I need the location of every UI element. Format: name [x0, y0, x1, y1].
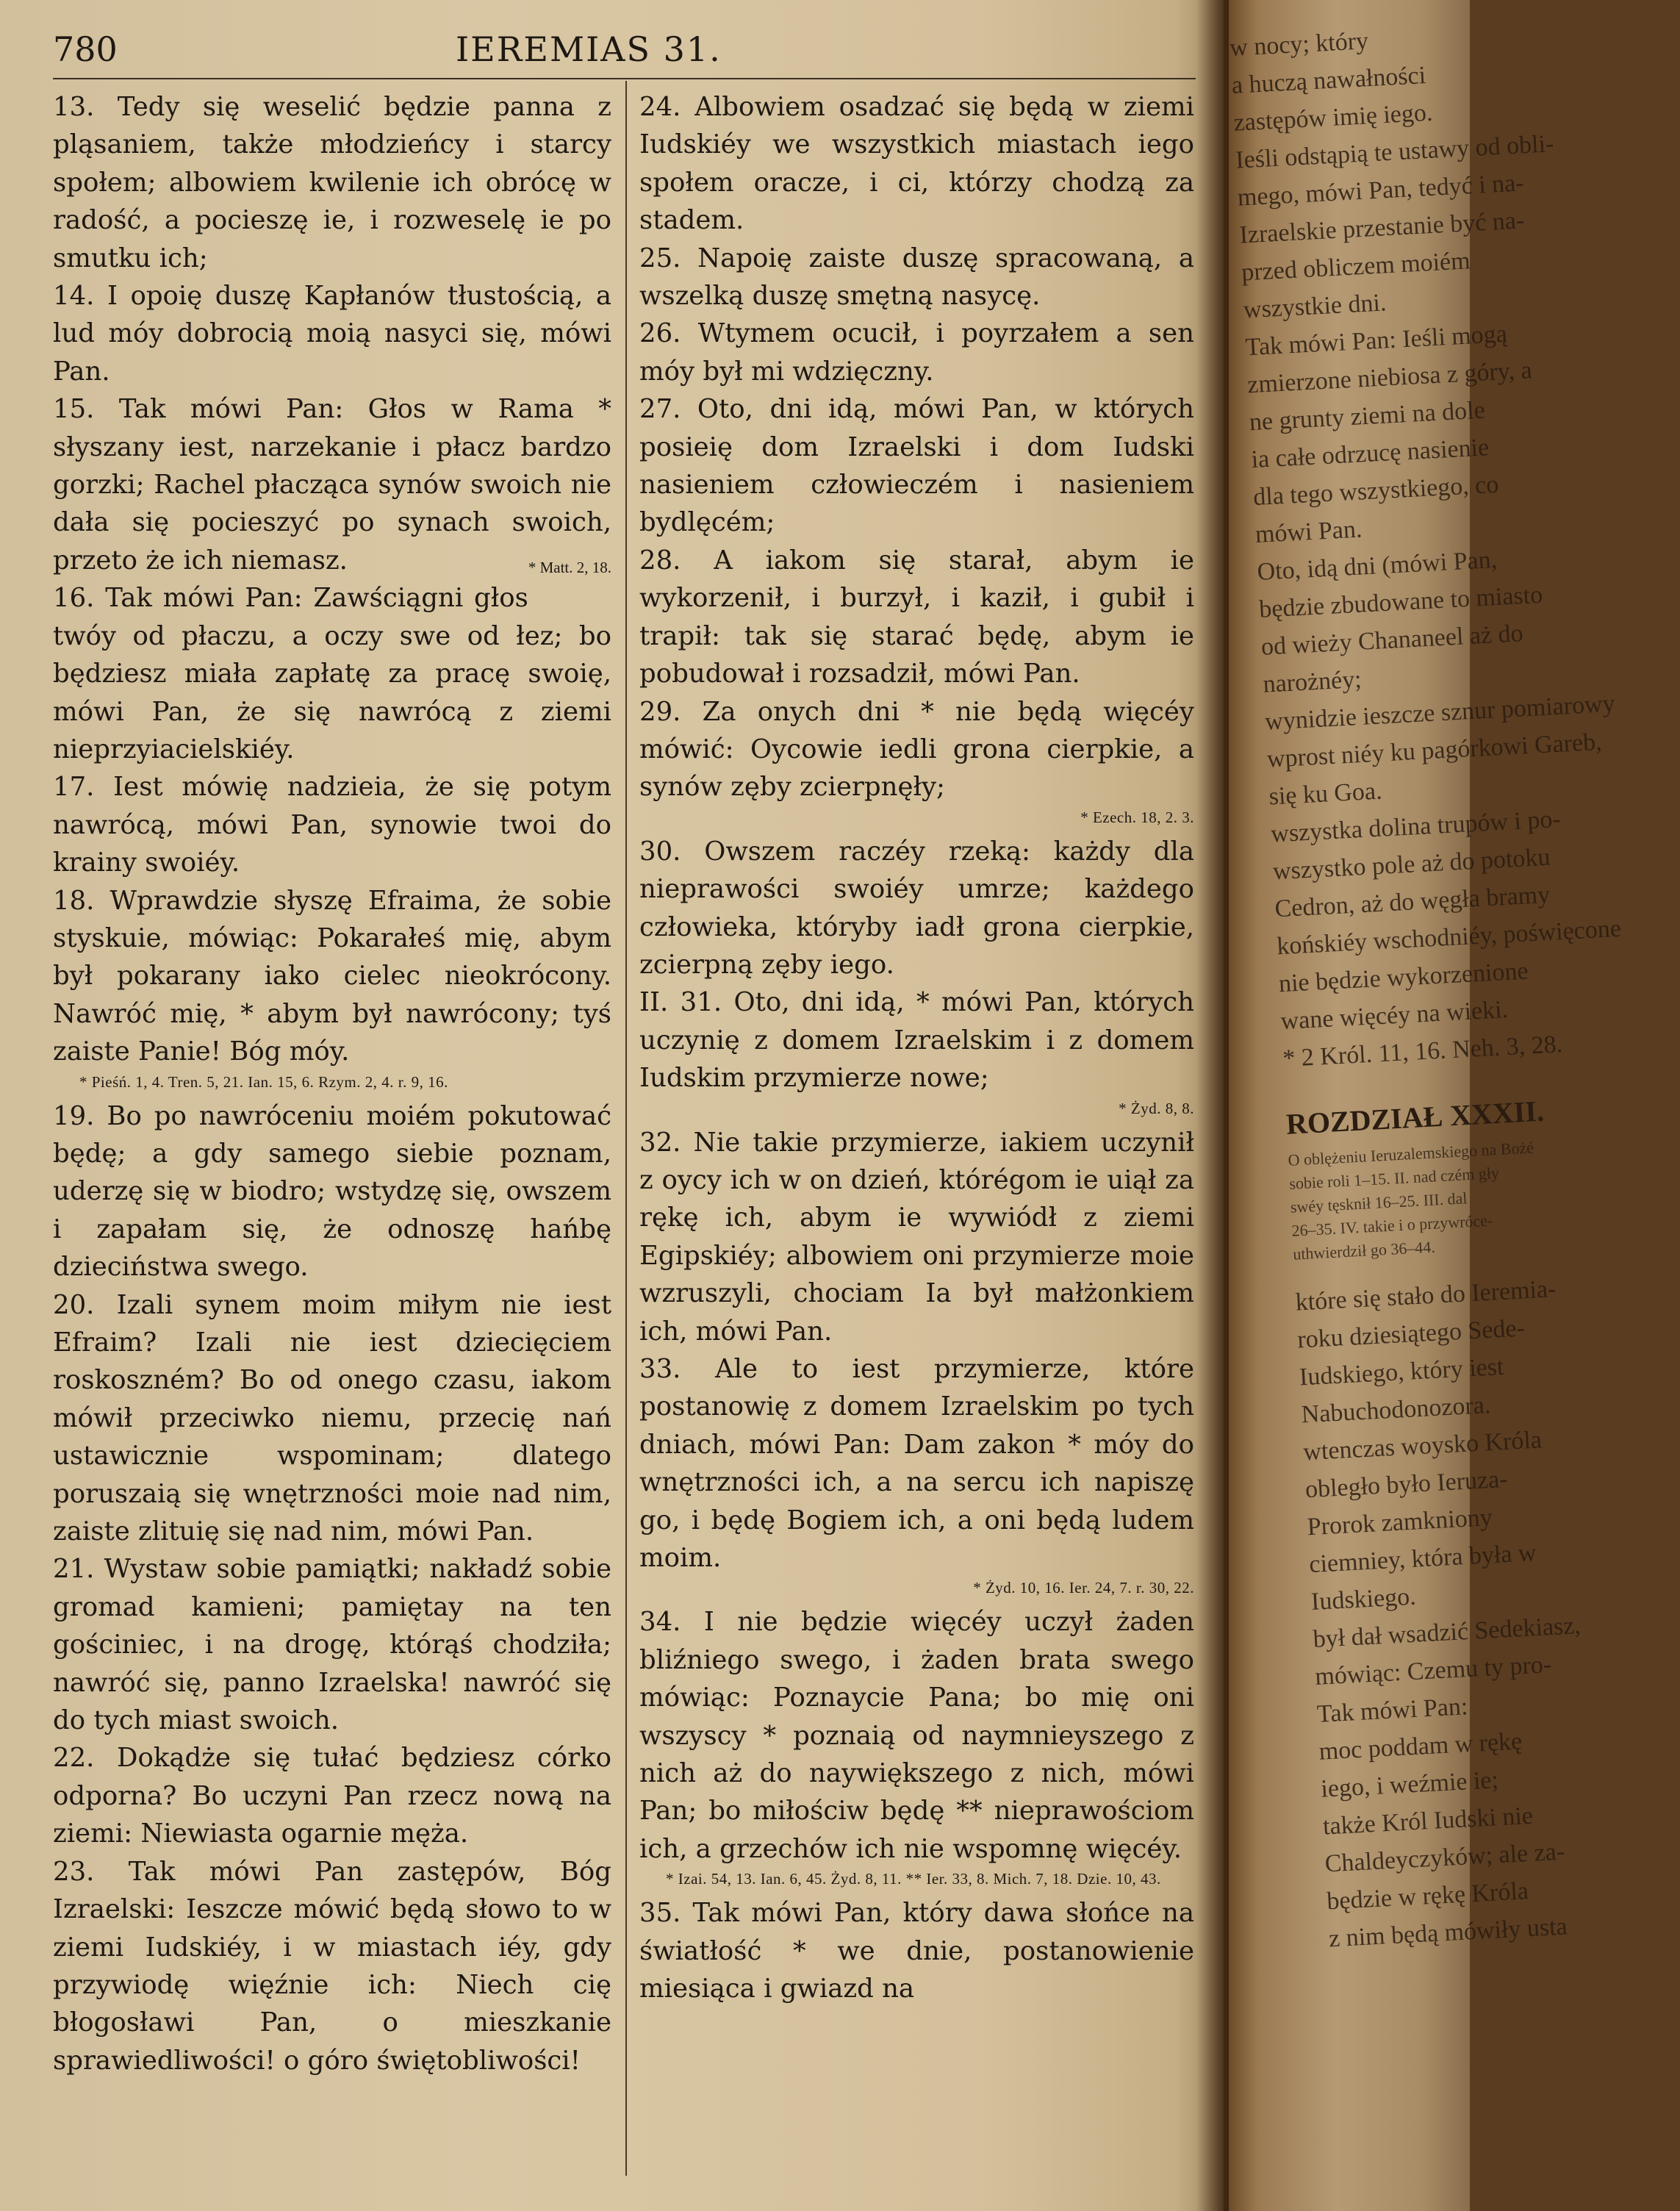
- verse-15-text: 15. Tak mówi Pan: Głos w Rama * słyszany iest, narzekanie i płacz bardzo gorzki; Rachel płacząca synów swoich nie dała się pocieszyć po synach swoich, przeto że ich niemasz.: [53, 394, 611, 576]
- facing-page-line: będzie zbudowane to miasto: [1258, 581, 1543, 623]
- left-column: [53, 88, 611, 2079]
- verse-19: 19. Bo po nawróceniu moiém pokutować będę; a gdy samego siebie poznam, uderzę się w biodro; wstydzę się, owszem i zapałam się, że odnoszę hańbę dzieciństwa swego.: [53, 1100, 611, 1283]
- facing-page-line: będzie w rękę Króla: [1326, 1877, 1529, 1916]
- chapter-summary: [1288, 1136, 1543, 1266]
- column-divider: [625, 81, 627, 2176]
- verse-15-reference: * Matt. 2, 18.: [528, 558, 611, 576]
- facing-page-line: z nim będą mówiły usta: [1328, 1913, 1568, 1953]
- facing-page-line: nie będzie wykorzenione: [1278, 957, 1529, 998]
- facing-page-line: zmierzone niebiosa z góry, a: [1246, 356, 1533, 399]
- verse-22: 22. Dokądże się tułać będziesz córko odporna? Bo uczyni Pan rzecz nową na ziemi: Niewiasta ogarnie męża.: [53, 1743, 611, 1849]
- verse-31: II. 31. Oto, dni idą, * mówi Pan, których uczynię z domem Izraelskim i z domem Iudskim przymierze nowe;: [639, 987, 1194, 1094]
- facing-page-line: Iudskiego, który iest: [1299, 1352, 1505, 1391]
- facing-page-text: [1229, 16, 1622, 1957]
- verse-35: 35. Tak mówi Pan, który dawa słońce na światłość * we dnie, postanowienie miesiąca i gwiazd na: [639, 1898, 1194, 2004]
- facing-page-line: dla tego wszystkiego, co: [1252, 470, 1500, 512]
- facing-page-line: wszystkie dni.: [1243, 289, 1388, 324]
- facing-page-line: Nabuchodonozora.: [1300, 1391, 1492, 1429]
- verse-14: 14. I opoię duszę Kapłanów tłustością, a lud móy dobrocią moią nasyci się, mówi Pan.: [53, 281, 611, 387]
- verse-30: 30. Owszem raczéy rzeką: każdy dla nieprawości swoiéy umrze; każdego człowieka, któryby iadł grona cierpkie, zcierpną zęby iego.: [639, 836, 1194, 980]
- verse-17: 17. Iest mówię nadzieia, że się potym nawrócą, mówi Pan, synowie twoi do krainy swoiéy.: [53, 772, 611, 878]
- facing-page-line: które się stało do Ieremia-: [1294, 1275, 1557, 1316]
- facing-page-line: mówiąc: Czemu ty pro-: [1314, 1651, 1552, 1691]
- facing-page-line: a huczą nawałności: [1231, 62, 1426, 99]
- verse-15: [53, 390, 611, 579]
- facing-page-line: moc poddam w rękę: [1318, 1727, 1523, 1766]
- verse-33: 33. Ale to iest przymierze, które postanowię z domem Izraelskim po tych dniach, mówi Pan: Dam zakon * móy do wnętrzności ich, a na sercu ich napiszę go, i będę Bogiem ich, a oni będą ludem moim.: [639, 1354, 1194, 1574]
- verse-18-reference: * Pieśń. 1, 4. Tren. 5, 21. Ian. 15, 6. Rzym. 2, 4. r. 9, 16.: [79, 1072, 448, 1091]
- chapter-summary-line: sobie roli 1–15. II. nad czém gły: [1288, 1163, 1500, 1193]
- facing-page-line: wszystko pole aż do potoku: [1272, 843, 1551, 886]
- facing-page-line: mówi Pan.: [1254, 515, 1363, 549]
- verse-32: 32. Nie takie przymierze, iakiem uczynił z oycy ich w on dzień, którégom ie uiął za rękę ich, abym ie wywiódł z ziemi Egipskiéy; albowiem oni przymierze moie wzruszyli, chociam Ia był małżonkiem ich, mówi Pan.: [639, 1127, 1194, 1347]
- verse-24: 24. Albowiem osadzać się będą w ziemi Iudskiéy we wszystkich miastach iego społem oracze, i ci, którzy chodzą za stadem.: [639, 92, 1194, 236]
- chapter-heading: ROZDZIAŁ XXXII.: [1285, 1094, 1545, 1141]
- chapter-summary-line: swéy tęsknił 16–25. III. dal: [1290, 1189, 1468, 1216]
- facing-page-line: zastępów imię iego.: [1232, 98, 1434, 137]
- facing-page-line: Iudskiego.: [1310, 1583, 1417, 1616]
- facing-page-line: Izraelskie przestanie być na-: [1238, 207, 1526, 249]
- facing-page-line: obległo było Ieruza-: [1304, 1465, 1509, 1504]
- verse-20: 20. Izali synem moim miłym nie iest Efraim? Izali nie iest dziecięciem roskoszném? Bo od onego czasu, iakom mówił przeciwko niemu, przecię nań ustawicznie wspominam; dlatego poruszaią się wnętrzności moie nad nim, zaiste zlituię się nad nim, mówi Pan.: [53, 1289, 611, 1547]
- verse-27: 27. Oto, dni idą, mówi Pan, w których posieię dom Izraelski i dom Iudski nasieniem człowieczém i nasieniem bydlęcém;: [639, 394, 1194, 538]
- facing-page-line: ia całe odrzucę nasienie: [1250, 434, 1490, 474]
- verse-33-reference: * Żyd. 10, 16. Ier. 24, 7. r. 30, 22.: [973, 1579, 1194, 1597]
- facing-page-line: Tak mówi Pan:: [1316, 1693, 1469, 1728]
- facing-page-line: był dał wsadzić Sedekiasz,: [1312, 1611, 1582, 1653]
- facing-page-line: iego, i weźmie ie;: [1320, 1766, 1499, 1803]
- facing-page: [1229, 0, 1622, 2211]
- verse-21: 21. Wystaw sobie pamiątki; nakładź sobie gromad kamieni; pamiętay na ten gościniec, i na drogę, którąś chodziła; nawróć się, panno Izraelska! nawróć się do tych miast swoich.: [53, 1554, 611, 1736]
- facing-page-line: przed obliczem moiém: [1241, 247, 1471, 287]
- facing-page-line: wtenczas woysko Króla: [1302, 1426, 1543, 1466]
- facing-page-line: roku dziesiątego Sede-: [1296, 1314, 1526, 1354]
- chapter-summary-line: O oblężeniu Ieruzalemskiego na Bożé: [1287, 1138, 1534, 1169]
- running-title: IEREMIAS 31.: [456, 29, 722, 69]
- verse-34-reference: * Izai. 54, 13. Ian. 6, 45. Żyd. 8, 11. ** Ier. 33, 8. Mich. 7, 18. Dzie. 10, 43.: [666, 1870, 1161, 1888]
- facing-page-line: Ieśli odstąpią te ustawy od obli-: [1235, 130, 1555, 174]
- verse-34: 34. I nie będzie więcéy uczył żaden bliźniego swego, i żaden brata swego mówiąc: Poznaycie Pana; bo mię oni wszyscy * poznaią od naymnieyszego z nich aż do naywiększego z nich, mówi Pan; bo miłościw będę ** nieprawościom ich, a grzechów ich nie wspomnę więcéy.: [639, 1607, 1194, 1864]
- facing-page-bottom-lines: [1294, 1271, 1582, 1958]
- facing-page-line: wprost niéy ku pagórkowi Gareb,: [1266, 728, 1603, 773]
- facing-page-line: Tak mówi Pan: Ieśli mogą: [1244, 320, 1508, 362]
- facing-page-line: ciemniey, która była w: [1308, 1538, 1537, 1579]
- book-gutter-shadow: [1196, 0, 1229, 2211]
- facing-page-line: wane więcéy na wieki.: [1279, 995, 1509, 1036]
- facing-page-line: od wieży Chananeel aż do: [1260, 620, 1524, 661]
- right-column: [639, 88, 1194, 2008]
- facing-page-line: wynidzie ieszcze sznur pomiarowy: [1264, 689, 1616, 736]
- facing-page-line: Prorok zamkniony: [1306, 1504, 1493, 1541]
- facing-page-line: się ku Goa.: [1268, 777, 1383, 811]
- facing-page-line: * 2 Król. 11, 16. Neh. 3, 28.: [1282, 1031, 1564, 1073]
- verse-13: 13. Tedy się weselić będzie panna z pląsaniem, także młodzieńcy i starcy społem; albowiem kwilenie ich obrócę w radość, a pocieszę ie, i rozweselę ie po smutku ich;: [53, 92, 611, 273]
- header-rule: [53, 78, 1196, 79]
- chapter-summary-line: uthwierdził go 36–44.: [1292, 1237, 1436, 1264]
- facing-page-line: ne grunty ziemi na dole: [1249, 396, 1486, 437]
- verse-26: 26. Wtymem ocucił, i poyrzałem a sen móy był mi wdzięczny.: [639, 318, 1194, 387]
- verse-31-reference: * Żyd. 8, 8.: [1119, 1099, 1194, 1117]
- verse-29: 29. Za onych dni * nie będą więcéy mówić: Oycowie iedli grona cierpkie, a synów zęby zcierpnęły;: [639, 696, 1194, 803]
- facing-page-line: końskiéy wschodniéy, poświęcone: [1276, 914, 1622, 961]
- verse-25: 25. Napoię zaiste duszę spracowaną, a wszelką duszę smętną nasycę.: [639, 243, 1194, 312]
- verse-23: 23. Tak mówi Pan zastępów, Bóg Izraelski: Ieszcze mówić będą słowo to w ziemi Iudskiéy, i w miastach iéy, gdy przywiodę więźnie ich: Niech cię błogosławi Pan, o mieszkanie sprawiedliwości! o góro świętobliwości!: [53, 1856, 611, 2076]
- facing-page-line: Chaldeyczyków; ale za-: [1324, 1838, 1565, 1878]
- facing-page-line: w nocy; który: [1229, 27, 1369, 62]
- facing-page-line: wszystka dolina trupów i po-: [1270, 805, 1562, 848]
- facing-page-line: mego, mówi Pan, tedyć i na-: [1237, 169, 1525, 212]
- facing-page-line: narożnéy;: [1262, 665, 1363, 698]
- facing-page-line: Oto, idą dni (mówi Pan,: [1256, 545, 1498, 586]
- facing-page-line: Cedron, aż do węgła bramy: [1274, 881, 1551, 923]
- page-number: 780: [53, 29, 118, 69]
- verse-18: 18. Wprawdzie słyszę Efraima, że sobie styskuie, mówiąc: Pokarałeś mię, abym był pokarany iako cielec nieokrócony. Nawróć mię, * abym był nawrócony; tyś zaiste Panie! Bóg móy.: [53, 885, 611, 1067]
- facing-page-line: także Król Iudski nie: [1322, 1802, 1534, 1841]
- chapter-summary-line: 26–35. IV. takie i o przywróce-: [1290, 1211, 1493, 1240]
- facing-page-top-lines: [1229, 16, 1622, 1078]
- verse-29-reference: * Ezech. 18, 2. 3.: [1080, 808, 1194, 826]
- verse-28: 28. A iakom się starał, abym ie wykorzenił, i burzył, i kaził, i gubił i trapił: tak się starać będę, abym ie pobudował i rozsadził, mówi Pan.: [639, 545, 1194, 689]
- verse-16: 16. Tak mówi Pan: Zawściągni głos twóy od płaczu, a oczy swe od łez; bo będziesz miała zapłatę za pracę swoię, mówi Pan, że się nawrócą z ziemi nieprzyiacielskiéy.: [53, 583, 611, 764]
